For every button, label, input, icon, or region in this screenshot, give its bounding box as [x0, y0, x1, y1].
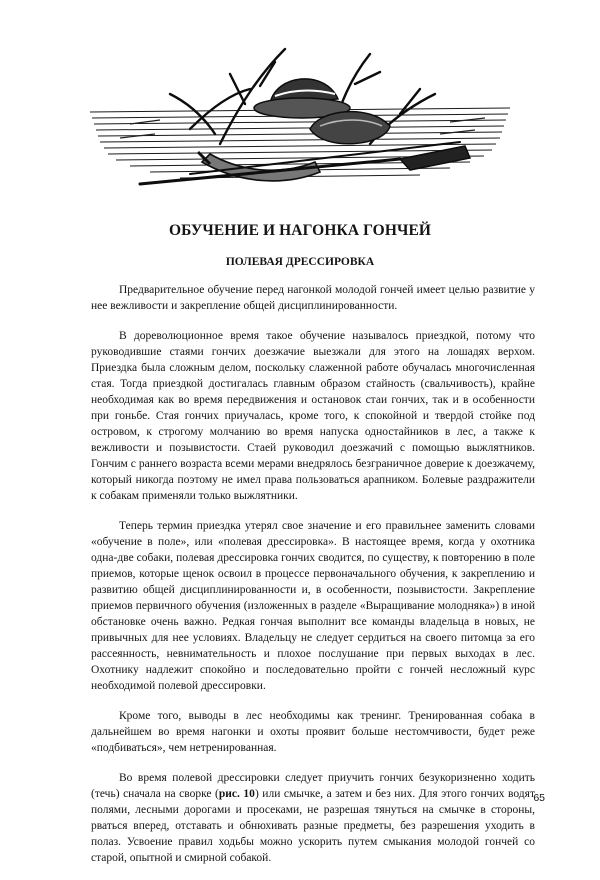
paragraph-4: Кроме того, выводы в лес необходимы как тренинг. Тренированная собака в дальнейшем во время нагонки и охоты проявит больше нестомчивости, будет реже «подбиваться», чем нетренированная. — [91, 710, 535, 754]
section-subtitle: ПОЛЕВАЯ ДРЕССИРОВКА — [225, 256, 375, 268]
figure-reference: рис. 10 — [218, 788, 255, 800]
paragraph-2: В дореволюционное время такое обучение называлось приездкой, потому что руководившие стаями гончих доезжачие выезжали для этого на лошадях верхом. Приездка была сложным делом, поскольку слаженной работе обучалась многочисленная стая. Тогда приездкой достигалась главным образом стайность (свальчивость), крайне необходимая как во время передвижения и остановок стаи гончих, так и в особенности при гоньбе. Стая гончих приучалась, кроме того, к спокойной и твердой стойке под островом, к строгому молчанию во время напуска одностайников в лес, а также к вежливости и позывистости. Стаей руководил доезжачий с помощью выжлятников. Гончим с раннего возраста всеми мерами внедрялось безграничное доверие к доезжачему, который никогда поэтому не имел права пользоваться арапником. Болевые раздражители к собакам применяли только выжлятники. — [91, 330, 535, 502]
paragraph-5-end: ) или смычке, а затем и без них. Для этого гончих водят полями, лесными дорогами и просеками, не разрешая тянуться на смычке в стороны, рваться вперед, отставать и обнюхивать разные предметы, без разрешения уходить в полаз. Усвоение правил ходьбы можно ускорить путем смыкания молодой гончей со старой, опытной и смирной собакой. — [91, 788, 535, 864]
paragraph-5 — [91, 770, 535, 866]
page-number: 65 — [533, 792, 545, 804]
paragraph-1: Предварительное обучение перед нагонкой молодой гончей имеет целью развитие у нее вежливости и закрепление общей дисциплинированности. — [91, 284, 535, 312]
chapter-title: ОБУЧЕНИЕ И НАГОНКА ГОНЧЕЙ — [168, 222, 432, 239]
hunting-still-life-vignette-icon — [70, 34, 530, 204]
paragraph-5-start: Во время полевой дрессировки следует приучить гончих безукоризненно ходить (течь) сначала на сворке ( — [91, 772, 535, 800]
paragraph-3: Теперь термин приездка утерял свое значение и его правильнее заменить словами «обучение в поле», или «полевая дрессировка». В настоящее время, когда у охотника одна-две собаки, полевая дрессировка гончих сводится, по существу, к повторению в поле приемов, которые щенок освоил в процессе первоначального обучения, к закреплению и развитию общей дисциплинированности и, в особенности, позывистости. Закрепление приемов первичного обучения (изложенных в разделе «Выращивание молодняка») в иной обстановке очень важно. Редкая гончая выполнит все команды владельца в новых, не привычных для нее условиях. Владельцу не следует сердиться на своего питомца за его рассеянность, невнимательность и плохое послушание при первых выходах в лес. Охотнику надлежит спокойно и последовательно пройти с гончей несложный курс необходимой полевой дрессировки. — [91, 520, 535, 692]
article-body — [91, 282, 535, 880]
